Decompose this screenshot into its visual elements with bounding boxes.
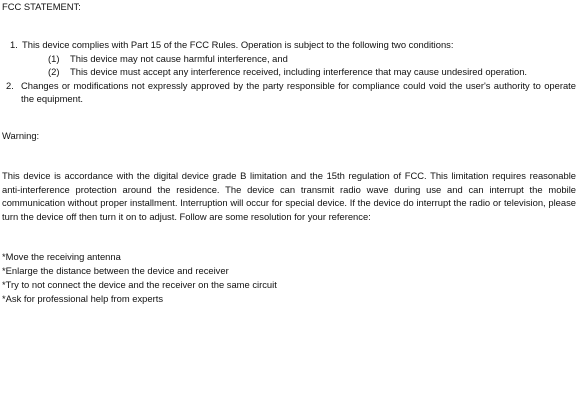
- fcc-item-1-number: 1.: [10, 39, 18, 50]
- fcc-document: [2, 0, 576, 306]
- warning-title: Warning:: [2, 129, 40, 141]
- fcc-item-2-text: Changes or modifications not expressly approved by the party responsible for compliance could void the user's authority to operate the equipment.: [21, 79, 576, 105]
- fcc-item-1-text: This device complies with Part 15 of the FCC Rules. Operation is subject to the following two conditions:: [22, 39, 454, 50]
- fcc-condition-1-text: This device may not cause harmful interference, and: [70, 52, 288, 64]
- fcc-list: [2, 38, 576, 106]
- fcc-item-2-number: 2.: [6, 79, 14, 91]
- resolution-list: [2, 250, 576, 306]
- fcc-condition-2-text: This device must accept any interference received, including interference that may cause undesired operation.: [70, 66, 528, 78]
- fcc-condition-1-number: (1): [48, 52, 60, 64]
- fcc-condition-2-number: (2): [48, 66, 60, 78]
- resolution-item-2: *Enlarge the distance between the device and receiver: [2, 265, 229, 277]
- fcc-condition-list: [22, 52, 576, 79]
- fcc-item-2: [2, 79, 576, 106]
- fcc-heading: FCC STATEMENT:: [2, 1, 81, 12]
- resolution-item-4: *Ask for professional help from experts: [2, 293, 164, 305]
- resolution-item-3: *Try to not connect the device and the receiver on the same circuit: [2, 279, 277, 291]
- fcc-condition-2: [42, 65, 576, 79]
- fcc-item-1: [2, 38, 576, 79]
- resolution-item-1: *Move the receiving antenna: [2, 251, 121, 263]
- warning-paragraph: This device is accordance with the digital device grade B limitation and the 15th regulation of FCC. This limitation requires reasonable anti-interference protection around the residence. The device can transmit radio wave during use and can interrupt the mobile communication without proper installment. Interruption will occur for special device. If the device do interrupt the radio or television, please turn the device off then turn it on to adjust. Follow are some resolution for your reference:: [2, 169, 576, 222]
- fcc-condition-1: [42, 52, 576, 66]
